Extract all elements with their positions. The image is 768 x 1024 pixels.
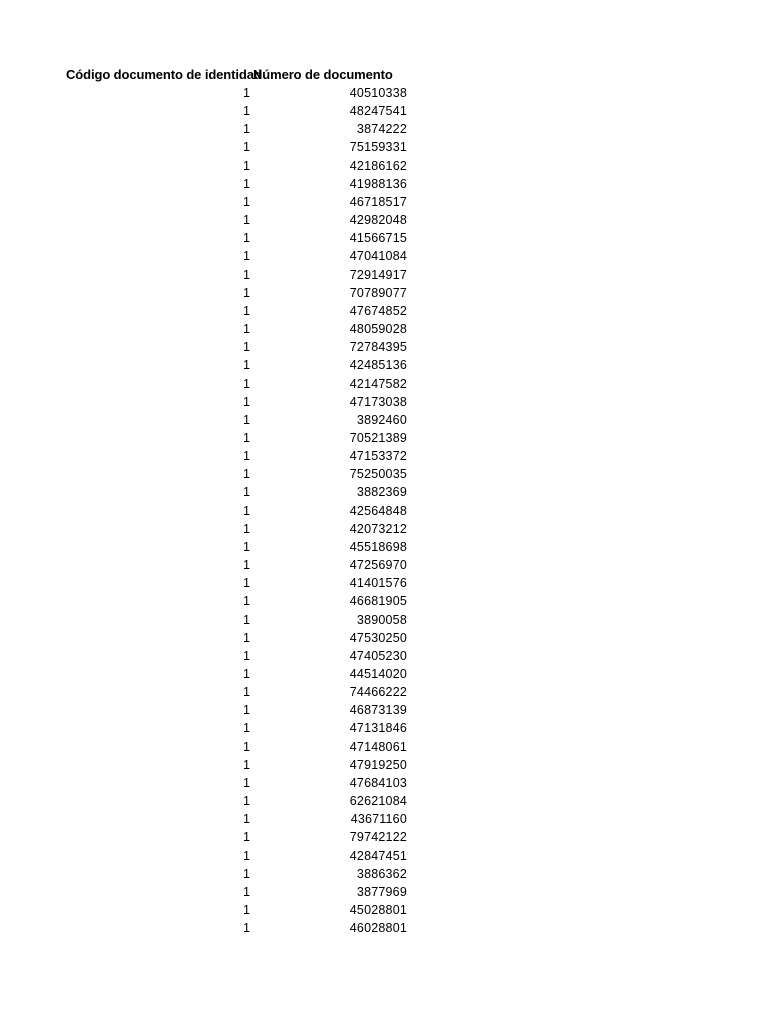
- table-row: [0, 901, 768, 919]
- cell-document-code: 1: [243, 757, 250, 772]
- table-row: [0, 320, 768, 338]
- table-row: [0, 157, 768, 175]
- cell-document-code: 1: [243, 285, 250, 300]
- cell-document-code: 1: [243, 521, 250, 536]
- cell-document-code: 1: [243, 213, 250, 228]
- cell-document-number: 46028801: [349, 921, 407, 936]
- cell-document-number: 44514020: [349, 667, 407, 681]
- table-row: [0, 538, 768, 556]
- table-header-row: [66, 66, 393, 84]
- table-row: [0, 719, 768, 737]
- cell-document-code: 1: [243, 231, 250, 246]
- cell-document-code: 1: [243, 903, 250, 918]
- cell-document-number: 42186162: [349, 158, 407, 173]
- cell-document-code: 1: [243, 539, 250, 554]
- cell-document-code: 1: [243, 322, 250, 337]
- cell-document-code: 1: [243, 194, 250, 209]
- table-row: [0, 847, 768, 865]
- cell-document-code: 1: [243, 648, 250, 663]
- table-row: [0, 102, 768, 120]
- cell-document-number: 47684103: [349, 775, 407, 790]
- table-row: [0, 919, 768, 937]
- cell-document-number: 48059028: [349, 322, 407, 337]
- table-row: [0, 810, 768, 828]
- cell-document-number: 72784395: [349, 340, 407, 355]
- cell-document-code: 1: [243, 86, 250, 100]
- cell-document-number: 3892460: [356, 412, 407, 427]
- cell-document-number: 46681905: [349, 594, 407, 609]
- table-row: [0, 447, 768, 465]
- cell-document-code: 1: [243, 594, 250, 609]
- cell-document-number: 41988136: [349, 176, 407, 191]
- cell-document-code: 1: [243, 249, 250, 264]
- table-row: [0, 247, 768, 265]
- table-row: [0, 465, 768, 483]
- cell-document-number: 47674852: [349, 303, 407, 318]
- cell-document-number: 47131846: [349, 721, 407, 736]
- table-row: [0, 883, 768, 901]
- table-row: [0, 175, 768, 193]
- cell-document-number: 46718517: [349, 194, 407, 209]
- table-row: [0, 629, 768, 647]
- cell-document-number: 45028801: [349, 903, 407, 918]
- cell-document-number: 75250035: [349, 467, 407, 482]
- table-row: [0, 865, 768, 883]
- table-row: [0, 266, 768, 284]
- cell-document-code: 1: [243, 685, 250, 700]
- table-row: [0, 393, 768, 411]
- cell-document-number: 47919250: [349, 757, 407, 772]
- cell-document-number: 62621084: [349, 794, 407, 809]
- cell-document-code: 1: [243, 775, 250, 790]
- table-row: [0, 120, 768, 138]
- cell-document-number: 41566715: [349, 231, 407, 246]
- cell-document-number: 47405230: [349, 648, 407, 663]
- table-row: [0, 828, 768, 846]
- table-row: [0, 792, 768, 810]
- table-body: [0, 84, 768, 937]
- table-row: [0, 302, 768, 320]
- cell-document-code: 1: [243, 449, 250, 464]
- table-row: [0, 483, 768, 501]
- table-row: [0, 774, 768, 792]
- cell-document-number: 42147582: [349, 376, 407, 391]
- cell-document-number: 40510338: [349, 86, 407, 100]
- cell-document-number: 43671160: [350, 812, 407, 827]
- cell-document-code: 1: [243, 703, 250, 718]
- table-row: [0, 429, 768, 447]
- table-row: [0, 229, 768, 247]
- table-row: [0, 375, 768, 393]
- cell-document-number: 47041084: [349, 249, 407, 264]
- cell-document-code: 1: [243, 921, 250, 936]
- cell-document-code: 1: [243, 122, 250, 137]
- table-row: [0, 356, 768, 374]
- cell-document-code: 1: [243, 667, 250, 681]
- cell-document-number: 42073212: [349, 521, 407, 536]
- table-row: [0, 647, 768, 665]
- cell-document-code: 1: [243, 467, 250, 482]
- cell-document-code: 1: [243, 884, 250, 899]
- cell-document-code: 1: [243, 866, 250, 881]
- table-row: [0, 756, 768, 774]
- cell-document-number: 3877969: [356, 884, 407, 899]
- table-row: [0, 592, 768, 610]
- cell-document-code: 1: [243, 158, 250, 173]
- cell-document-code: 1: [243, 848, 250, 863]
- cell-document-code: 1: [243, 412, 250, 427]
- cell-document-number: 47148061: [349, 739, 407, 754]
- header-document-number: Número de documento: [253, 67, 393, 82]
- cell-document-number: 42847451: [349, 848, 407, 863]
- table-row: [0, 411, 768, 429]
- cell-document-number: 72914917: [349, 267, 407, 282]
- table-row: [0, 520, 768, 538]
- cell-document-code: 1: [243, 794, 250, 809]
- cell-document-code: 1: [243, 812, 250, 827]
- table-row: [0, 574, 768, 592]
- cell-document-number: 3874222: [356, 122, 407, 137]
- cell-document-code: 1: [243, 430, 250, 445]
- cell-document-number: 47173038: [349, 394, 407, 409]
- cell-document-code: 1: [243, 576, 250, 591]
- table-row: [0, 502, 768, 520]
- cell-document-number: 47256970: [349, 558, 407, 573]
- cell-document-number: 79742122: [349, 830, 407, 845]
- cell-document-code: 1: [243, 104, 250, 119]
- cell-document-code: 1: [243, 558, 250, 573]
- cell-document-number: 70789077: [349, 285, 407, 300]
- cell-document-number: 3890058: [356, 612, 407, 627]
- table-row: [0, 701, 768, 719]
- cell-document-code: 1: [243, 140, 250, 155]
- cell-document-code: 1: [243, 176, 250, 191]
- table-row: [0, 284, 768, 302]
- table-row: [0, 683, 768, 701]
- cell-document-code: 1: [243, 358, 250, 373]
- table-row: [0, 556, 768, 574]
- header-document-code: Código documento de identidad: [66, 67, 262, 82]
- cell-document-code: 1: [243, 830, 250, 845]
- table-row: [0, 84, 768, 102]
- cell-document-number: 48247541: [349, 104, 407, 119]
- cell-document-number: 47530250: [349, 630, 407, 645]
- cell-document-code: 1: [243, 630, 250, 645]
- cell-document-number: 47153372: [349, 449, 407, 464]
- cell-document-code: 1: [243, 376, 250, 391]
- cell-document-number: 42485136: [349, 358, 407, 373]
- table-row: [0, 738, 768, 756]
- cell-document-code: 1: [243, 303, 250, 318]
- cell-document-number: 70521389: [349, 430, 407, 445]
- cell-document-code: 1: [243, 394, 250, 409]
- cell-document-code: 1: [243, 739, 250, 754]
- cell-document-number: 46873139: [349, 703, 407, 718]
- cell-document-number: 42982048: [349, 213, 407, 228]
- cell-document-number: 75159331: [349, 140, 407, 155]
- table-row: [0, 138, 768, 156]
- cell-document-number: 45518698: [349, 539, 407, 554]
- cell-document-number: 3886362: [356, 866, 407, 881]
- cell-document-code: 1: [243, 503, 250, 518]
- table-row: [0, 193, 768, 211]
- cell-document-code: 1: [243, 721, 250, 736]
- cell-document-code: 1: [243, 340, 250, 355]
- cell-document-number: 42564848: [349, 503, 407, 518]
- cell-document-number: 74466222: [349, 685, 407, 700]
- table-row: [0, 611, 768, 629]
- cell-document-code: 1: [243, 612, 250, 627]
- table-row: [0, 665, 768, 683]
- cell-document-number: 41401576: [349, 576, 407, 591]
- cell-document-code: 1: [243, 485, 250, 500]
- table-row: [0, 211, 768, 229]
- table-row: [0, 338, 768, 356]
- cell-document-code: 1: [243, 267, 250, 282]
- cell-document-number: 3882369: [356, 485, 407, 500]
